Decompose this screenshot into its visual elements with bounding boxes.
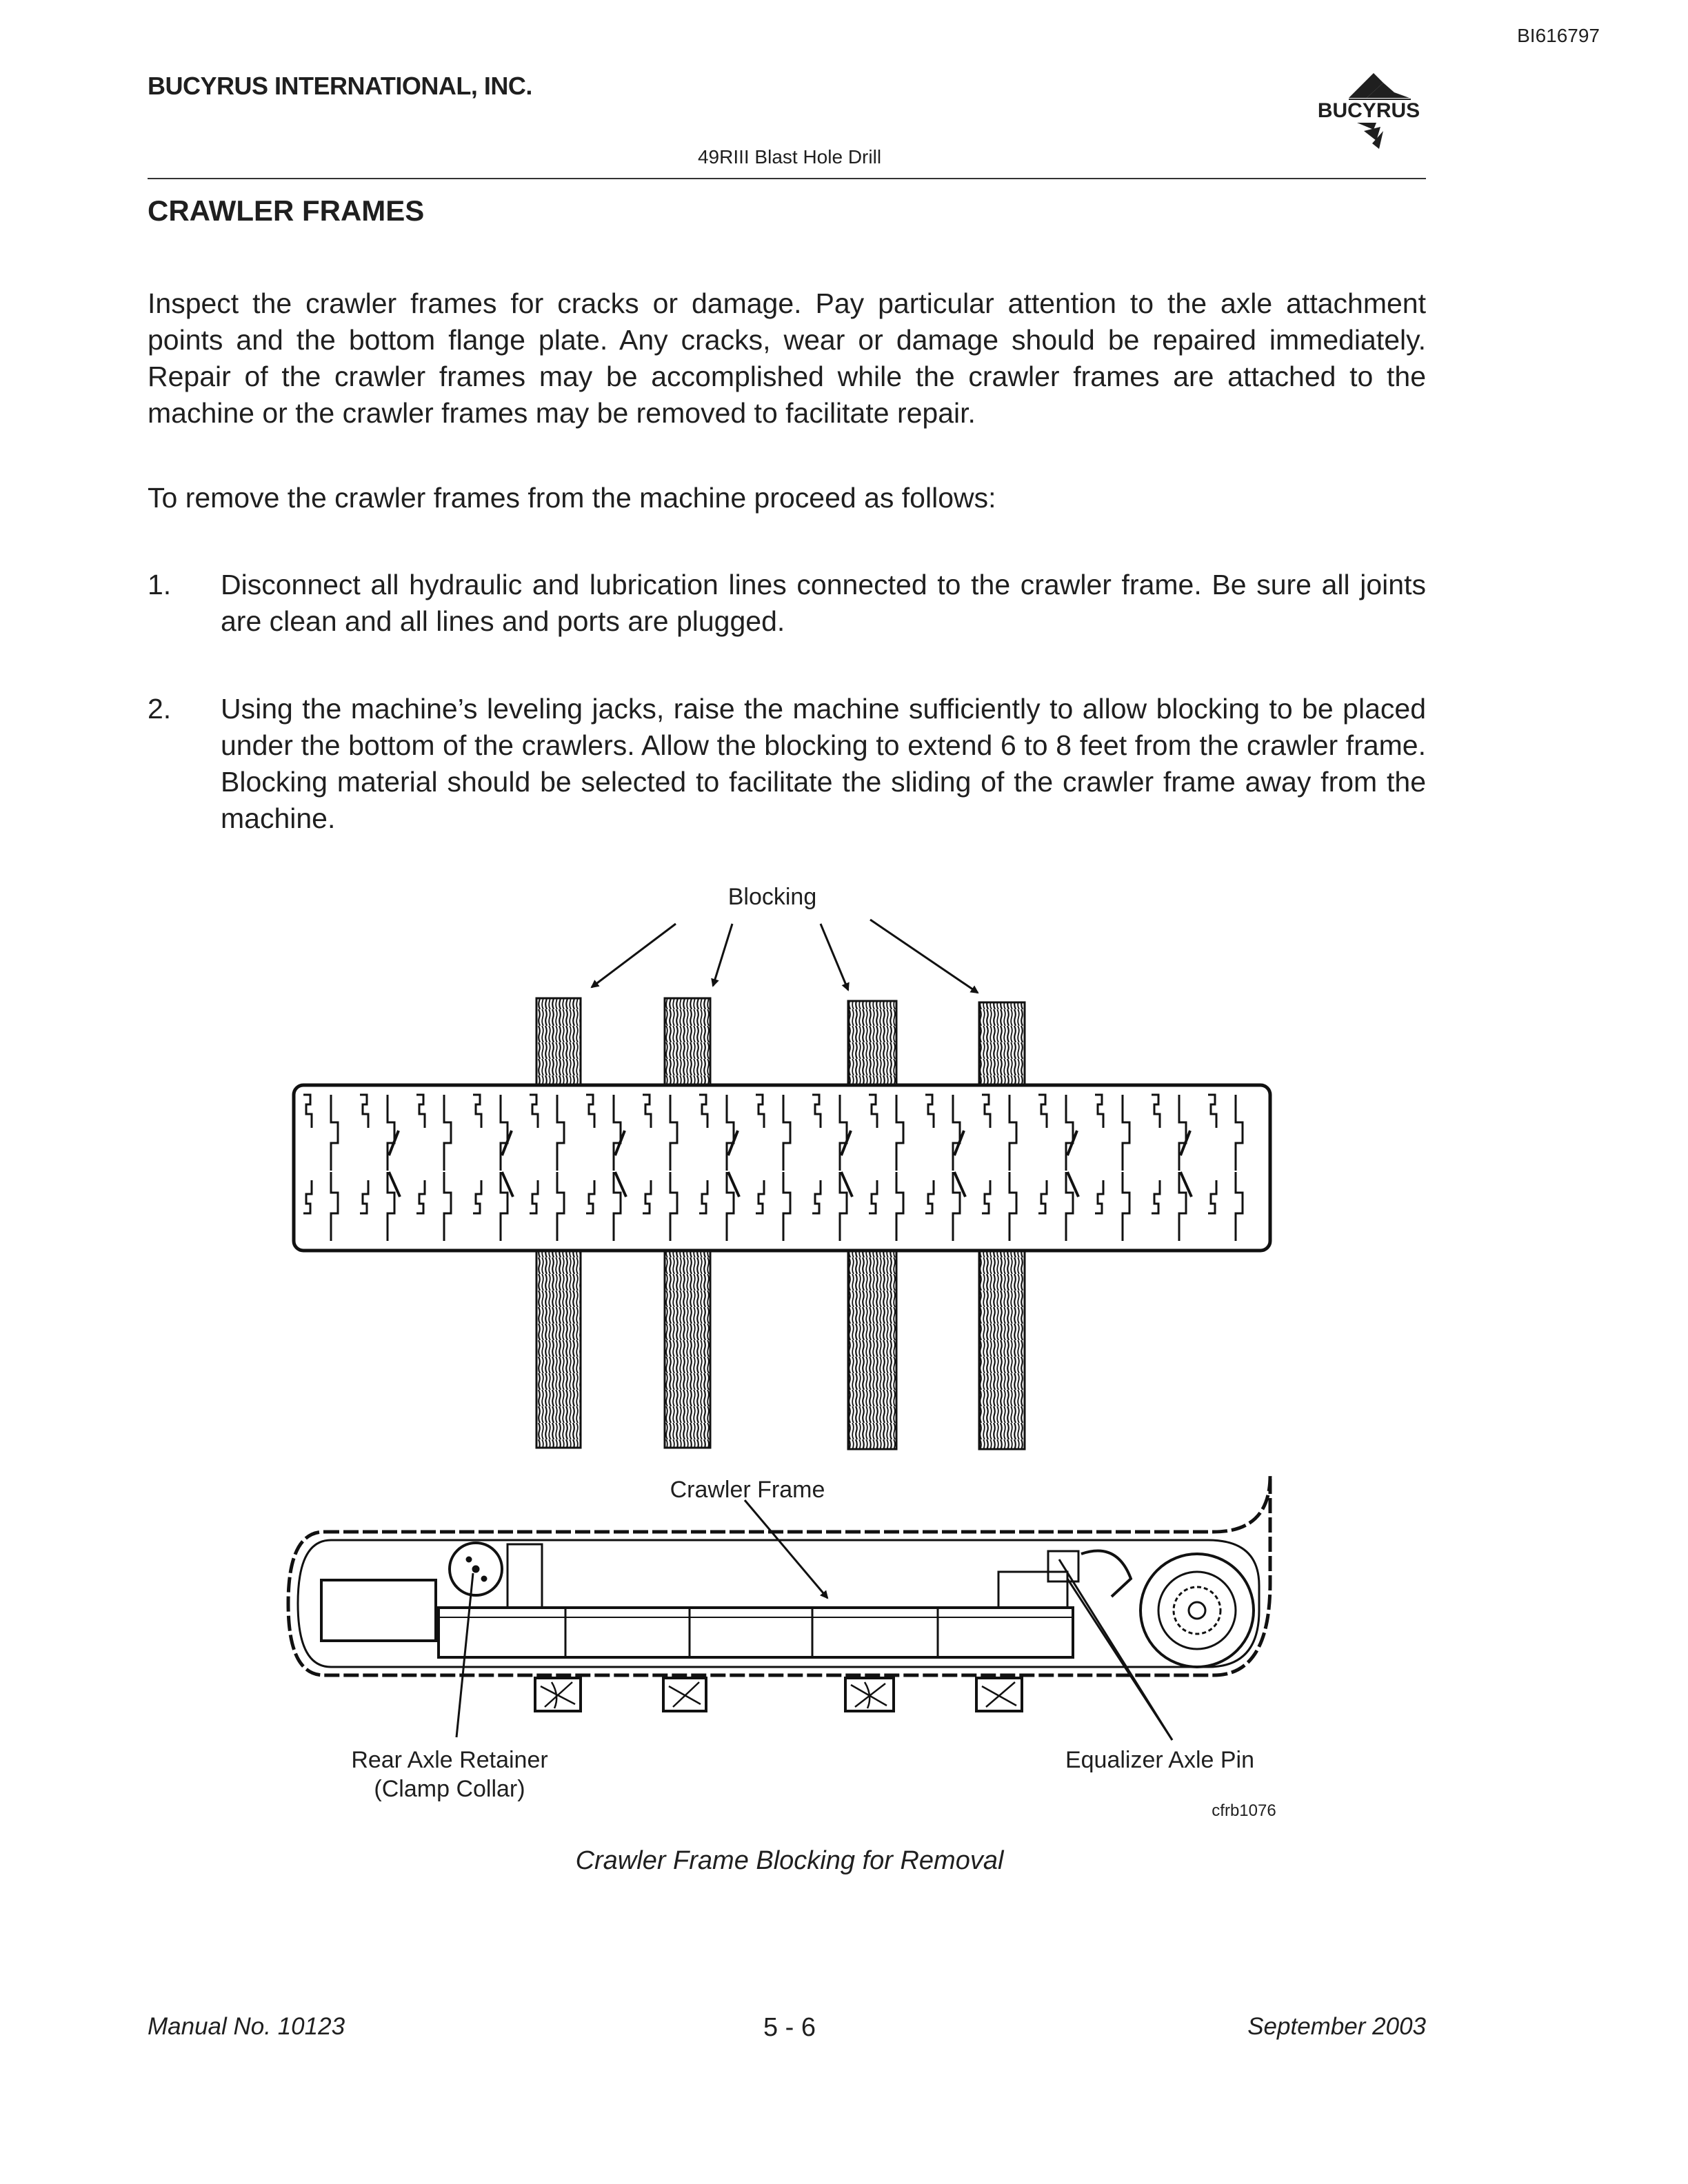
document-id: BI616797 [1517, 25, 1600, 46]
manual-number: Manual No. 10123 [148, 2013, 345, 2040]
figure-caption: Crawler Frame Blocking for Removal [575, 1846, 1004, 1875]
crawler-frame-diagram [0, 869, 1688, 1834]
page-number: 5 - 6 [763, 2013, 816, 2042]
equalizer-axle-pin-label: Equalizer Axle Pin [1065, 1747, 1255, 1773]
step-text: Using the machine’s leveling jacks, raise the machine sufficiently to allow blocking to be placed under the bottom of the crawlers. Allow the blocking to extend 6 to 8 feet from the crawler frame. Blocking material should be selected to facilitate the sliding of the crawler frame away from the machine. [221, 693, 1426, 834]
company-name: BUCYRUS INTERNATIONAL, INC. [148, 72, 532, 100]
publication-date: September 2003 [1247, 2013, 1426, 2040]
intro-paragraph: Inspect the crawler frames for cracks or damage. Pay particular attention to the axle attachment points and the bottom flange plate. Any cracks, wear or damage should be repaired immediately. Repair of the crawler frames may be accomplished while the crawler frames are attached to the machine or the crawler frames may be removed to facilitate repair. [148, 287, 1426, 429]
figure-code: cfrb1076 [1212, 1801, 1276, 1820]
rear-axle-retainer-label: Rear Axle Retainer [351, 1747, 548, 1773]
side-blocking [535, 1678, 1022, 1711]
clamp-collar-label: (Clamp Collar) [374, 1776, 525, 1802]
header-rule [148, 178, 1426, 179]
blocking-label: Blocking [727, 884, 817, 910]
section-title: CRAWLER FRAMES [148, 194, 425, 227]
logo-text: BUCYRUS [1317, 99, 1420, 122]
blocking-arrows [592, 920, 978, 993]
bucyrus-logo [1307, 72, 1430, 152]
step-number: 1. [148, 569, 172, 600]
step-number: 2. [148, 693, 172, 725]
document-subtitle: 49RIII Blast Hole Drill [697, 146, 882, 168]
crawler-frame-label: Crawler Frame [670, 1477, 825, 1503]
crawler-track-top-view [294, 1085, 1270, 1251]
step-text: Disconnect all hydraulic and lubrication lines connected to the crawler frame. Be sure all joints are clean and all lines and ports are plugged. [221, 569, 1426, 637]
crawler-side-view [288, 1475, 1270, 1675]
procedure-intro: To remove the crawler frames from the machine proceed as follows: [148, 482, 996, 514]
